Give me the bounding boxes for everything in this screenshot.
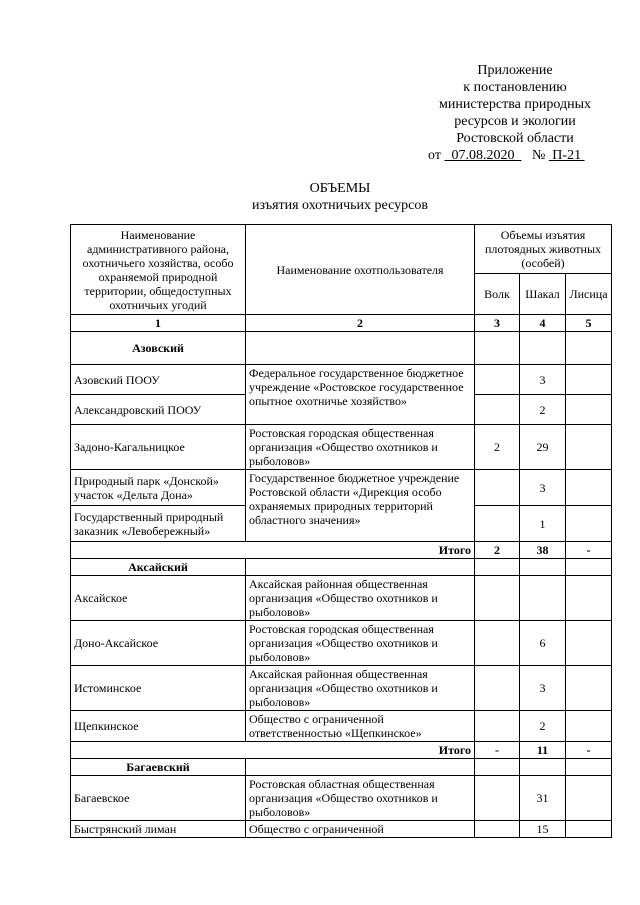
hunting-user: Аксайская районная общественная организация «Общество охотников и рыболовов» bbox=[246, 576, 475, 621]
hunting-ground-name: Истоминское bbox=[71, 666, 246, 711]
hunting-user: Государственное бюджетное учреждение Ростовской области «Дирекция особо охраняемых природных территорий областного значения» bbox=[246, 470, 475, 542]
date-prefix: от bbox=[428, 148, 441, 163]
jackal-value: 6 bbox=[520, 621, 566, 666]
total-wolf: 2 bbox=[475, 542, 520, 559]
appendix-line: к постановлению bbox=[463, 80, 567, 95]
jackal-value: 2 bbox=[520, 711, 566, 742]
decree-date bbox=[444, 148, 521, 163]
district-name: Аксайский bbox=[71, 559, 246, 576]
table-row bbox=[71, 711, 612, 742]
district-name: Азовский bbox=[71, 332, 246, 365]
hunting-ground-name: Багаевское bbox=[71, 776, 246, 821]
header-jackal: Шакал bbox=[520, 274, 566, 315]
appendix-line: Ростовской области bbox=[456, 131, 574, 146]
appendix-line: Приложение bbox=[477, 63, 553, 78]
hunting-ground-name: Александровский ПООУ bbox=[71, 395, 246, 425]
hunting-user: Ростовская областная общественная организация «Общество охотников и рыболовов» bbox=[246, 776, 475, 821]
jackal-value: 3 bbox=[520, 470, 566, 506]
hunting-user: Аксайская районная общественная организация «Общество охотников и рыболовов» bbox=[246, 666, 475, 711]
table-row bbox=[71, 365, 612, 395]
total-row bbox=[71, 542, 612, 559]
total-fox: - bbox=[566, 542, 612, 559]
total-jackal: 11 bbox=[520, 742, 566, 759]
hunting-user: Федеральное государственное бюджетное учреждение «Ростовское государственное опытное охотничье хозяйство» bbox=[246, 365, 475, 425]
number-prefix: № bbox=[531, 148, 546, 163]
column-numbers-row bbox=[71, 315, 612, 332]
decree-number bbox=[549, 148, 585, 163]
header-district: Наименование административного района, охотничьего хозяйства, особо охраняемой природной территории, общедоступных охотничьих угодий bbox=[71, 225, 246, 315]
table-row bbox=[71, 776, 612, 821]
total-label: Итого bbox=[71, 742, 475, 759]
district-row bbox=[71, 759, 612, 776]
hunting-ground-name: Аксайское bbox=[71, 576, 246, 621]
hunting-ground-name: Доно-Аксайское bbox=[71, 621, 246, 666]
hunting-user: Ростовская городская общественная организация «Общество охотников и рыболовов» bbox=[246, 621, 475, 666]
jackal-value: 29 bbox=[520, 425, 566, 470]
table-row bbox=[71, 666, 612, 711]
header-user: Наименование охотпользователя bbox=[246, 225, 475, 315]
table-row bbox=[71, 821, 612, 838]
district-row bbox=[71, 559, 612, 576]
document-subtitle: изъятия охотничьих ресурсов bbox=[252, 198, 428, 213]
header-wolf: Волк bbox=[475, 274, 520, 315]
hunting-ground-name: Природный парк «Донской» участок «Дельта Дона» bbox=[71, 470, 246, 506]
column-number: 3 bbox=[475, 315, 520, 332]
jackal-value: 2 bbox=[520, 395, 566, 425]
hunting-user: Общество с ограниченной ответственностью «Щепкинское» bbox=[246, 711, 475, 742]
hunting-user: Ростовская городская общественная организация «Общество охотников и рыболовов» bbox=[246, 425, 475, 470]
hunting-ground-name: Быстрянский лиман bbox=[71, 821, 246, 838]
jackal-value: 15 bbox=[520, 821, 566, 838]
wolf-value: 2 bbox=[475, 425, 520, 470]
decree-date-value: 07.08.2020 bbox=[451, 148, 515, 163]
jackal-value bbox=[520, 576, 566, 621]
header-volumes: Объемы изъятия плотоядных животных (особей) bbox=[475, 225, 612, 274]
table-row bbox=[71, 621, 612, 666]
jackal-value: 1 bbox=[520, 506, 566, 542]
column-number: 2 bbox=[246, 315, 475, 332]
document-title: ОБЪЕМЫ bbox=[309, 181, 371, 196]
hunting-ground-name: Азовский ПООУ bbox=[71, 365, 246, 395]
total-label: Итого bbox=[71, 542, 475, 559]
appendix-block bbox=[420, 62, 610, 164]
hunting-user: Общество с ограниченной bbox=[246, 821, 475, 838]
hunting-ground-name: Задоно-Кагальницкое bbox=[71, 425, 246, 470]
jackal-value: 3 bbox=[520, 365, 566, 395]
decree-number-value: П-21 bbox=[552, 148, 582, 163]
district-row bbox=[71, 332, 612, 365]
table-header-row bbox=[71, 225, 612, 274]
total-fox: - bbox=[566, 742, 612, 759]
total-row bbox=[71, 742, 612, 759]
hunting-ground-name: Щепкинское bbox=[71, 711, 246, 742]
table-row bbox=[71, 425, 612, 470]
jackal-value: 3 bbox=[520, 666, 566, 711]
column-number: 1 bbox=[71, 315, 246, 332]
table-row bbox=[71, 576, 612, 621]
appendix-dateline bbox=[428, 147, 610, 164]
total-jackal: 38 bbox=[520, 542, 566, 559]
total-wolf: - bbox=[475, 742, 520, 759]
appendix-line: министерства природных bbox=[439, 97, 591, 112]
table-row bbox=[71, 470, 612, 506]
appendix-line: ресурсов и экологии bbox=[454, 114, 576, 129]
column-number: 5 bbox=[566, 315, 612, 332]
district-name: Багаевский bbox=[71, 759, 246, 776]
header-fox: Лисица bbox=[566, 274, 612, 315]
hunting-ground-name: Государственный природный заказник «Левобережный» bbox=[71, 506, 246, 542]
column-number: 4 bbox=[520, 315, 566, 332]
harvest-volumes-table bbox=[70, 224, 612, 838]
jackal-value: 31 bbox=[520, 776, 566, 821]
